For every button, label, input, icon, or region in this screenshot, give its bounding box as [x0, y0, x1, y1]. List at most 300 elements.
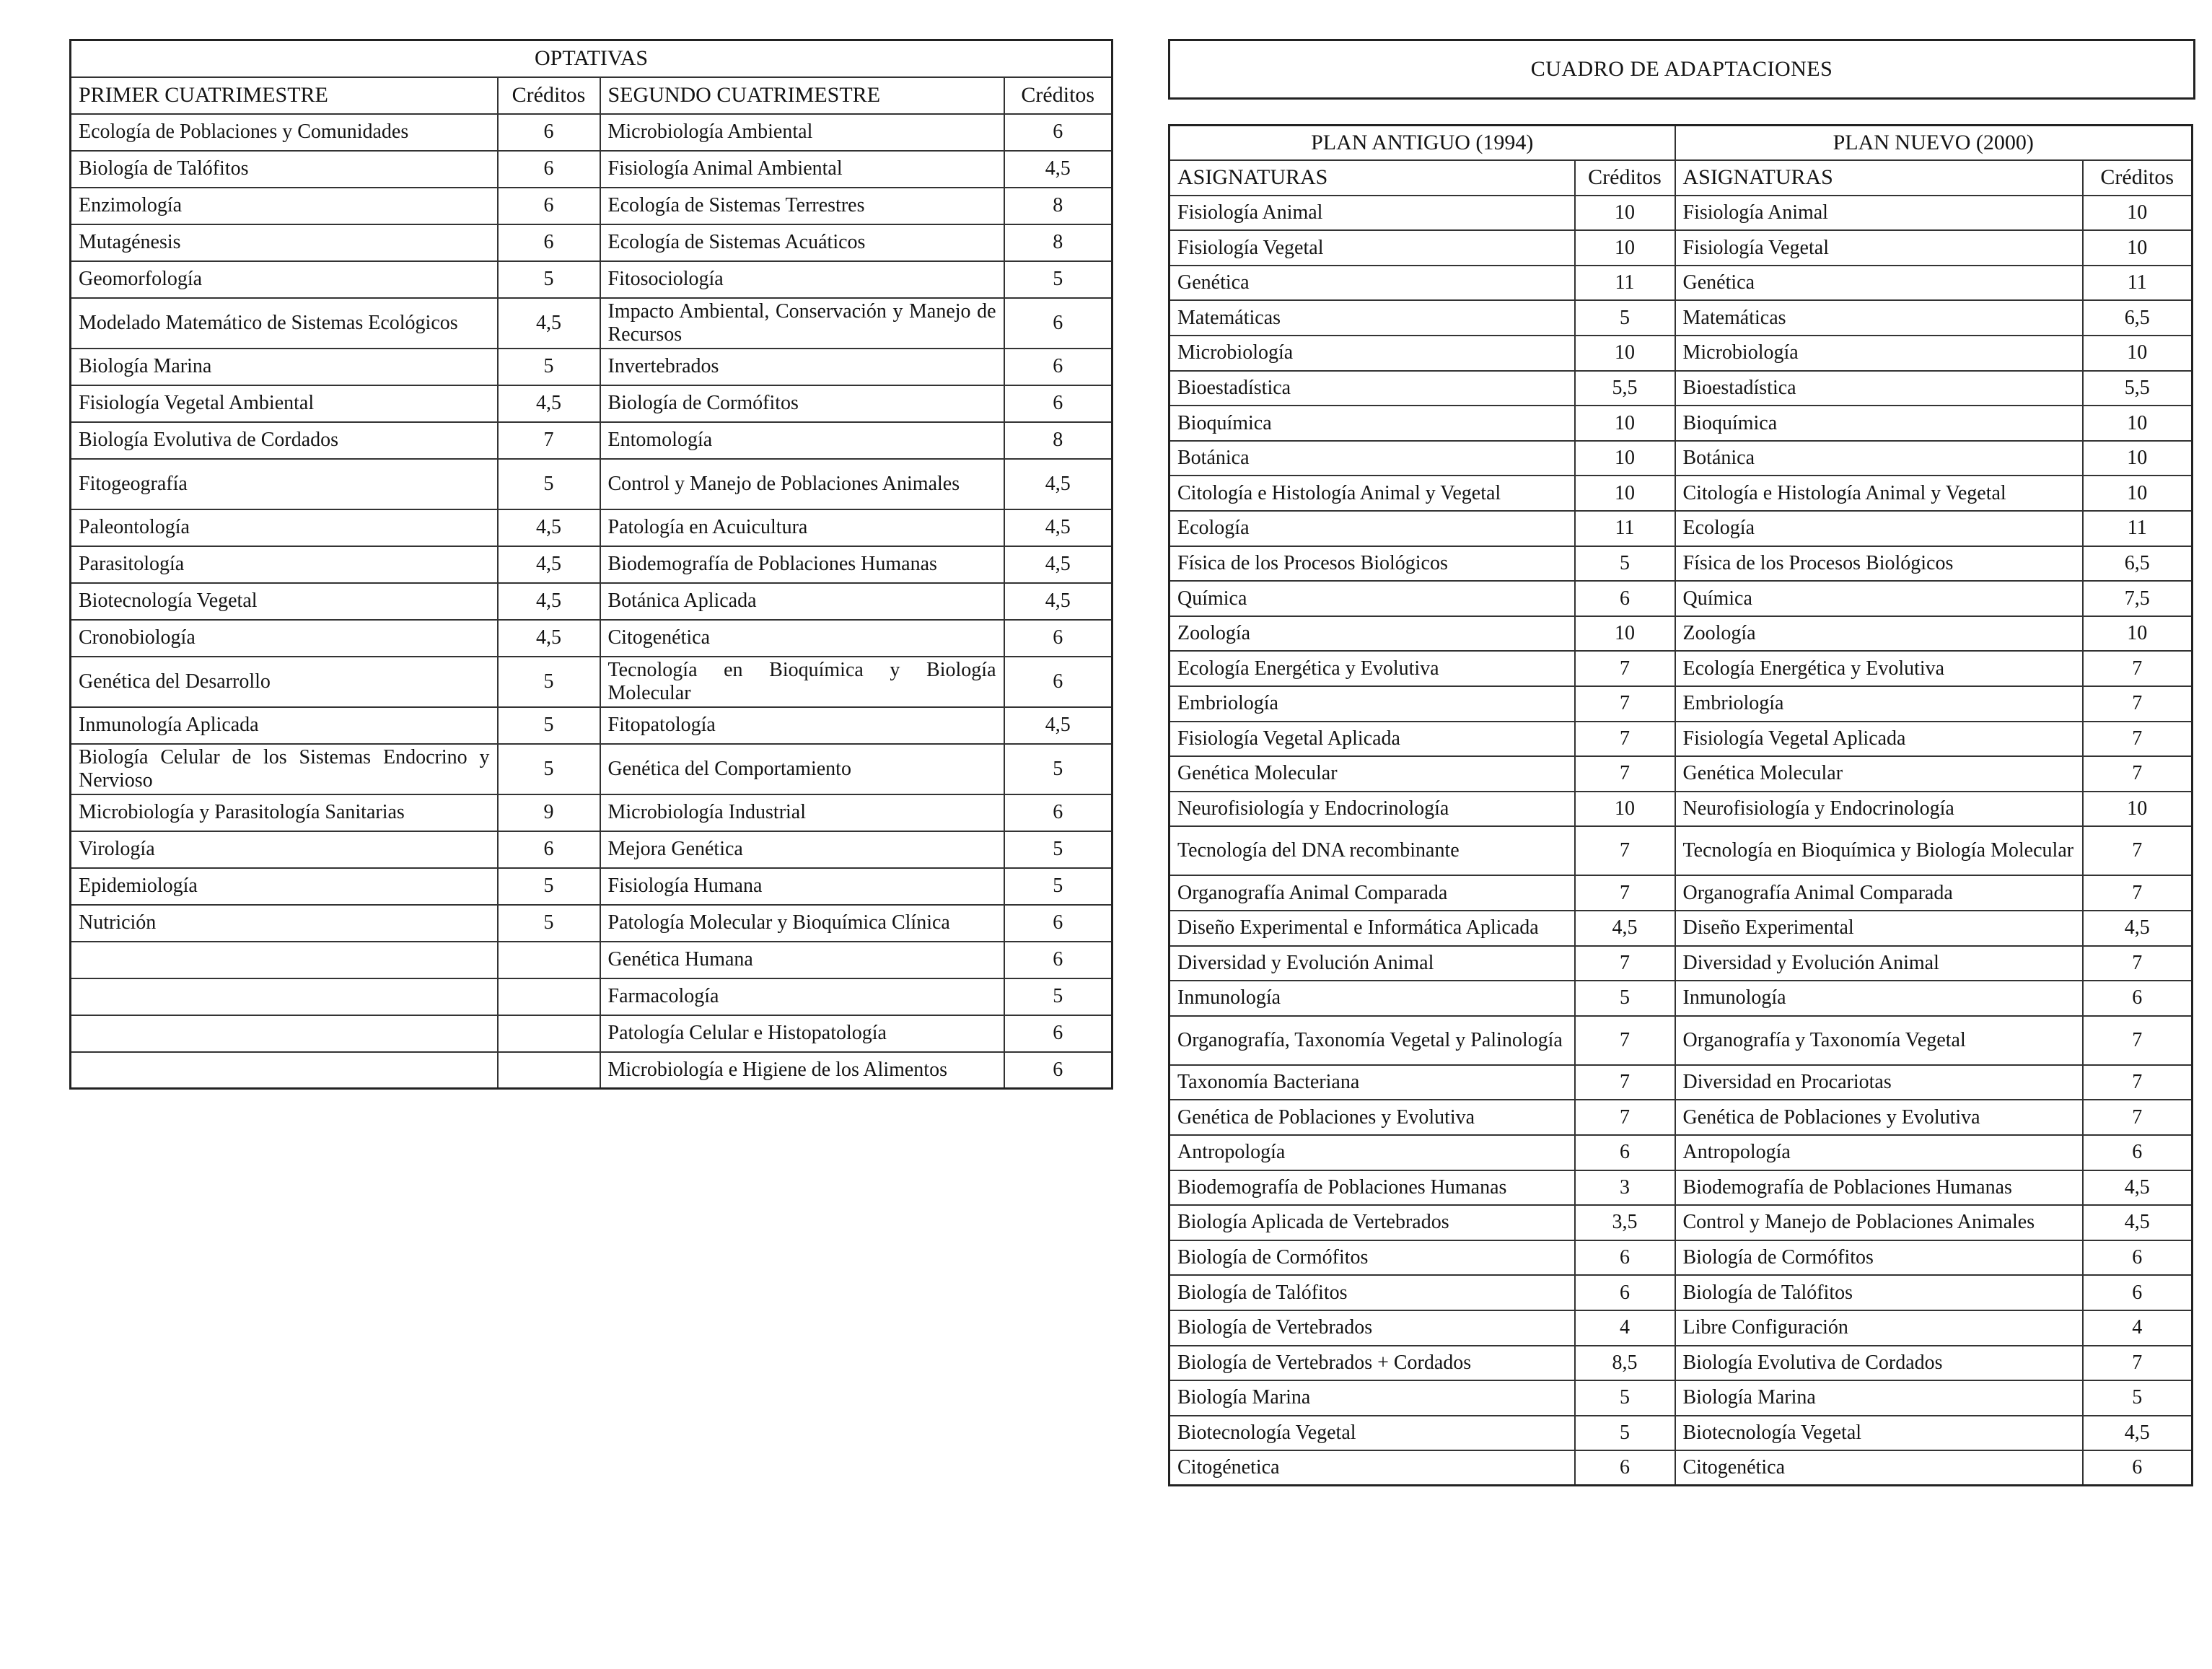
adaptaciones-row	[1169, 756, 2193, 792]
asignatura-nueva: Libre Configuración	[1675, 1310, 2083, 1346]
primer-asignatura	[71, 978, 498, 1015]
creditos-antiguo: 5,5	[1575, 371, 1675, 406]
creditos-antiguo: 10	[1575, 196, 1675, 231]
primer-creditos: 6	[498, 151, 600, 188]
asignatura-nueva: Diseño Experimental	[1675, 911, 2083, 946]
optativas-row	[71, 298, 1112, 349]
segundo-asignatura: Farmacología	[600, 978, 1004, 1015]
optativas-row	[71, 349, 1112, 385]
optativas-title: OPTATIVAS	[71, 40, 1112, 77]
asignatura-nueva: Bioestadística	[1675, 371, 2083, 406]
creditos-nuevo: 10	[2083, 476, 2193, 511]
segundo-asignatura: Ecología de Sistemas Acuáticos	[600, 224, 1004, 261]
primer-asignatura: Biotecnología Vegetal	[71, 583, 498, 620]
asignatura-nueva: Química	[1675, 581, 2083, 616]
asignatura-antigua: Citogénetica	[1169, 1450, 1575, 1486]
plan-antiguo-header: PLAN ANTIGUO (1994)	[1169, 126, 1675, 161]
segundo-asignatura-text: Genética del Comportamiento	[607, 757, 851, 780]
segundo-creditos: 6	[1004, 794, 1112, 831]
optativas-row	[71, 261, 1112, 298]
adaptaciones-row	[1169, 230, 2193, 266]
optativas-row	[71, 794, 1112, 831]
creditos-antiguo: 10	[1575, 616, 1675, 652]
adaptaciones-row	[1169, 1240, 2193, 1276]
asignatura-antigua: Neurofisiología y Endocrinología	[1169, 792, 1575, 827]
optativas-row	[71, 831, 1112, 868]
optativas-row	[71, 224, 1112, 261]
primer-asignatura: Fisiología Vegetal Ambiental	[71, 385, 498, 422]
plan-header-row	[1169, 126, 2193, 161]
adaptaciones-row	[1169, 1135, 2193, 1170]
creditos-nuevo: 4	[2083, 1310, 2193, 1346]
primer-asignatura: Paleontología	[71, 509, 498, 546]
creditos-nuevo: 10	[2083, 616, 2193, 652]
primer-asignatura: Inmunología Aplicada	[71, 707, 498, 744]
asignatura-antigua: Fisiología Vegetal	[1169, 230, 1575, 266]
adaptaciones-row	[1169, 1100, 2193, 1135]
adaptaciones-row	[1169, 300, 2193, 336]
asignatura-antigua: Microbiología	[1169, 336, 1575, 371]
optativas-row	[71, 657, 1112, 707]
optativas-row	[71, 459, 1112, 509]
asignatura-antigua: Genética Molecular	[1169, 756, 1575, 792]
creditos-nuevo: 7	[2083, 1346, 2193, 1381]
creditos-antiguo: 10	[1575, 406, 1675, 441]
segundo-asignatura: Biodemografía de Poblaciones Humanas	[600, 546, 1004, 583]
segundo-asignatura: Patología Celular e Histopatología	[600, 1015, 1004, 1052]
asignatura-antigua-text: Organografía, Taxonomía Vegetal y Palinología	[1177, 1028, 1563, 1051]
asignatura-antigua: Organografía Animal Comparada	[1169, 875, 1575, 911]
adaptaciones-row	[1169, 196, 2193, 231]
segundo-creditos: 6	[1004, 1052, 1112, 1089]
optativas-row	[71, 1015, 1112, 1052]
creditos-nuevo: 7	[2083, 1100, 2193, 1135]
primer-creditos	[498, 1052, 600, 1089]
creditos-antiguo: 7	[1575, 1016, 1675, 1065]
creditos-nuevo: 7	[2083, 946, 2193, 981]
primer-creditos: 6	[498, 831, 600, 868]
creditos-antiguo: 7	[1575, 722, 1675, 757]
segundo-asignatura: Botánica Aplicada	[600, 583, 1004, 620]
optativas-row	[71, 546, 1112, 583]
optativas-table	[69, 39, 1113, 1090]
asignatura-antigua: Diversidad y Evolución Animal	[1169, 946, 1575, 981]
creditos-antiguo: 7	[1575, 946, 1675, 981]
asignatura-nueva: Fisiología Animal	[1675, 196, 2083, 231]
creditos-antiguo: 7	[1575, 651, 1675, 686]
adaptaciones-row	[1169, 441, 2193, 476]
optativas-title-row	[71, 40, 1112, 77]
creditos-nuevo: 11	[2083, 266, 2193, 301]
primer-asignatura	[71, 459, 498, 509]
creditos-nuevo: 10	[2083, 196, 2193, 231]
creditos-antiguo: 5	[1575, 981, 1675, 1016]
segundo-asignatura: Fitopatología	[600, 707, 1004, 744]
primer-asignatura: Parasitología	[71, 546, 498, 583]
segundo-creditos: 6	[1004, 620, 1112, 657]
adaptaciones-body	[1169, 196, 2193, 1486]
creditos-antiguo: 3	[1575, 1170, 1675, 1206]
primer-creditos: 5	[498, 657, 600, 707]
asignatura-nueva	[1675, 1016, 2083, 1065]
asignatura-antigua: Ecología	[1169, 511, 1575, 546]
asignatura-nueva: Biología Evolutiva de Cordados	[1675, 1346, 2083, 1381]
primer-creditos: 5	[498, 261, 600, 298]
creditos-nuevo: 7,5	[2083, 581, 2193, 616]
asignatura-nueva: Fisiología Vegetal Aplicada	[1675, 722, 2083, 757]
asignatura-antigua: Fisiología Vegetal Aplicada	[1169, 722, 1575, 757]
segundo-asignatura: Invertebrados	[600, 349, 1004, 385]
segundo-asignatura	[600, 744, 1004, 794]
creditos-nuevo: 4,5	[2083, 1170, 2193, 1206]
asignatura-antigua: Biología Aplicada de Vertebrados	[1169, 1205, 1575, 1240]
primer-asignatura: Virología	[71, 831, 498, 868]
primer-asignatura: Geomorfología	[71, 261, 498, 298]
asignatura-nueva: Embriología	[1675, 686, 2083, 722]
asignatura-nueva: Antropología	[1675, 1135, 2083, 1170]
primer-creditos	[498, 1015, 600, 1052]
asignatura-nueva: Bioquímica	[1675, 406, 2083, 441]
primer-asignatura: Epidemiología	[71, 868, 498, 905]
segundo-asignatura: Fisiología Animal Ambiental	[600, 151, 1004, 188]
asignatura-nueva: Citología e Histología Animal y Vegetal	[1675, 476, 2083, 511]
segundo-asignatura: Microbiología e Higiene de los Alimentos	[600, 1052, 1004, 1089]
asignatura-antigua: Biodemografía de Poblaciones Humanas	[1169, 1170, 1575, 1206]
asignatura-antigua: Antropología	[1169, 1135, 1575, 1170]
primer-asignatura: Ecología de Poblaciones y Comunidades	[71, 114, 498, 151]
creditos-antiguo: 4,5	[1575, 911, 1675, 946]
segundo-asignatura: Citogenética	[600, 620, 1004, 657]
segundo-asignatura: Ecología de Sistemas Terrestres	[600, 188, 1004, 224]
primer-asignatura: Mutagénesis	[71, 224, 498, 261]
asignatura-nueva: Biología Marina	[1675, 1380, 2083, 1416]
creditos-antiguo: 7	[1575, 826, 1675, 875]
adaptaciones-row	[1169, 981, 2193, 1016]
asignatura-antigua: Biotecnología Vegetal	[1169, 1416, 1575, 1451]
adaptaciones-header-row	[1169, 160, 2193, 196]
adaptaciones-row	[1169, 792, 2193, 827]
asignatura-nueva: Microbiología	[1675, 336, 2083, 371]
adaptaciones-row	[1169, 722, 2193, 757]
creditos-antiguo: 11	[1575, 511, 1675, 546]
creditos-nuevo: 7	[2083, 651, 2193, 686]
primer-creditos: 6	[498, 188, 600, 224]
creditos-antiguo: 5	[1575, 300, 1675, 336]
optativas-row	[71, 905, 1112, 942]
optativas-row	[71, 978, 1112, 1015]
segundo-creditos: 5	[1004, 868, 1112, 905]
asignatura-nueva: Genética	[1675, 266, 2083, 301]
primer-asignatura: Biología Evolutiva de Cordados	[71, 422, 498, 459]
segundo-creditos: 5	[1004, 261, 1112, 298]
segundo-creditos: 4,5	[1004, 583, 1112, 620]
optativas-row	[71, 1052, 1112, 1089]
asignatura-nueva: Biología de Cormófitos	[1675, 1240, 2083, 1276]
creditos-antiguo: 7	[1575, 756, 1675, 792]
primer-asignatura: Biología Marina	[71, 349, 498, 385]
segundo-creditos: 5	[1004, 978, 1112, 1015]
segundo-asignatura: Fisiología Humana	[600, 868, 1004, 905]
segundo-asignatura	[600, 459, 1004, 509]
primer-asignatura-text: Fitogeografía	[79, 472, 188, 495]
primer-creditos: 6	[498, 114, 600, 151]
creditos-nuevo: 6	[2083, 1275, 2193, 1310]
creditos-antiguo: 10	[1575, 792, 1675, 827]
creditos-nuevo: 6	[2083, 981, 2193, 1016]
asignatura-nueva: Fisiología Vegetal	[1675, 230, 2083, 266]
optativas-row	[71, 744, 1112, 794]
creditos-nuevo: 6	[2083, 1450, 2193, 1486]
primer-asignatura: Cronobiología	[71, 620, 498, 657]
adaptaciones-row	[1169, 1016, 2193, 1065]
segundo-asignatura: Patología en Acuicultura	[600, 509, 1004, 546]
creditos-antiguo: 6	[1575, 1450, 1675, 1486]
creditos-antiguo: 10	[1575, 476, 1675, 511]
primer-creditos	[498, 942, 600, 978]
creditos-antiguo: 7	[1575, 1100, 1675, 1135]
adaptaciones-row	[1169, 826, 2193, 875]
header-creditos-antiguo: Créditos	[1575, 160, 1675, 196]
optativas-row	[71, 868, 1112, 905]
segundo-asignatura: Biología de Cormófitos	[600, 385, 1004, 422]
asignatura-antigua: Bioquímica	[1169, 406, 1575, 441]
adaptaciones-row	[1169, 946, 2193, 981]
primer-asignatura	[71, 298, 498, 349]
creditos-nuevo: 5	[2083, 1380, 2193, 1416]
primer-creditos: 9	[498, 794, 600, 831]
creditos-antiguo: 10	[1575, 441, 1675, 476]
asignatura-antigua: Biología Marina	[1169, 1380, 1575, 1416]
plan-nuevo-header: PLAN NUEVO (2000)	[1675, 126, 2193, 161]
optativas-row	[71, 114, 1112, 151]
adaptaciones-row	[1169, 686, 2193, 722]
primer-creditos: 6	[498, 224, 600, 261]
primer-creditos: 4,5	[498, 620, 600, 657]
segundo-asignatura: Microbiología Industrial	[600, 794, 1004, 831]
primer-asignatura-text: Modelado Matemático de Sistemas Ecológicos	[79, 311, 458, 334]
primer-creditos: 4,5	[498, 546, 600, 583]
primer-asignatura: Microbiología y Parasitología Sanitarias	[71, 794, 498, 831]
primer-asignatura: Enzimología	[71, 188, 498, 224]
optativas-row	[71, 583, 1112, 620]
creditos-nuevo: 7	[2083, 686, 2193, 722]
adaptaciones-row	[1169, 1310, 2193, 1346]
creditos-antiguo: 7	[1575, 875, 1675, 911]
adaptaciones-row	[1169, 1170, 2193, 1206]
asignatura-nueva: Control y Manejo de Poblaciones Animales	[1675, 1205, 2083, 1240]
asignatura-nueva: Matemáticas	[1675, 300, 2083, 336]
adaptaciones-row	[1169, 1346, 2193, 1381]
adaptaciones-row	[1169, 581, 2193, 616]
asignatura-antigua: Física de los Procesos Biológicos	[1169, 546, 1575, 582]
optativas-row	[71, 509, 1112, 546]
segundo-asignatura: Mejora Genética	[600, 831, 1004, 868]
asignatura-antigua: Inmunología	[1169, 981, 1575, 1016]
asignatura-nueva: Diversidad en Procariotas	[1675, 1065, 2083, 1100]
asignatura-nueva: Ecología Energética y Evolutiva	[1675, 651, 2083, 686]
asignatura-antigua: Biología de Vertebrados + Cordados	[1169, 1346, 1575, 1381]
asignatura-nueva: Biotecnología Vegetal	[1675, 1416, 2083, 1451]
asignatura-antigua: Bioestadística	[1169, 371, 1575, 406]
primer-asignatura	[71, 1015, 498, 1052]
primer-creditos	[498, 978, 600, 1015]
adaptaciones-row	[1169, 476, 2193, 511]
segundo-creditos: 6	[1004, 657, 1112, 707]
creditos-nuevo: 10	[2083, 336, 2193, 371]
segundo-asignatura: Fitosociología	[600, 261, 1004, 298]
creditos-antiguo: 11	[1575, 266, 1675, 301]
primer-asignatura: Nutrición	[71, 905, 498, 942]
asignatura-antigua: Biología de Talófitos	[1169, 1275, 1575, 1310]
segundo-asignatura: Genética Humana	[600, 942, 1004, 978]
segundo-creditos: 8	[1004, 224, 1112, 261]
creditos-nuevo: 7	[2083, 1016, 2193, 1065]
creditos-antiguo: 5	[1575, 1416, 1675, 1451]
primer-creditos: 5	[498, 349, 600, 385]
adaptaciones-row	[1169, 616, 2193, 652]
header-asignaturas-antiguo: ASIGNATURAS	[1169, 160, 1575, 196]
creditos-nuevo: 7	[2083, 875, 2193, 911]
primer-creditos: 5	[498, 459, 600, 509]
adaptaciones-row	[1169, 1205, 2193, 1240]
segundo-creditos: 5	[1004, 744, 1112, 794]
asignatura-antigua: Biología de Cormófitos	[1169, 1240, 1575, 1276]
header-creditos-1: Créditos	[498, 77, 600, 114]
adaptaciones-table	[1168, 124, 2193, 1486]
segundo-creditos: 6	[1004, 385, 1112, 422]
creditos-antiguo: 6	[1575, 581, 1675, 616]
primer-creditos: 4,5	[498, 385, 600, 422]
asignatura-nueva: Física de los Procesos Biológicos	[1675, 546, 2083, 582]
creditos-nuevo: 6	[2083, 1240, 2193, 1276]
adaptaciones-row	[1169, 406, 2193, 441]
segundo-creditos: 4,5	[1004, 546, 1112, 583]
primer-creditos: 5	[498, 905, 600, 942]
creditos-antiguo: 6	[1575, 1135, 1675, 1170]
asignatura-antigua: Matemáticas	[1169, 300, 1575, 336]
primer-asignatura	[71, 657, 498, 707]
asignatura-antigua: Taxonomía Bacteriana	[1169, 1065, 1575, 1100]
creditos-antiguo: 5	[1575, 1380, 1675, 1416]
creditos-nuevo: 6,5	[2083, 546, 2193, 582]
header-primer-cuatrimestre: PRIMER CUATRIMESTRE	[71, 77, 498, 114]
creditos-antiguo: 5	[1575, 546, 1675, 582]
adaptaciones-row	[1169, 546, 2193, 582]
segundo-creditos: 8	[1004, 188, 1112, 224]
segundo-creditos: 5	[1004, 831, 1112, 868]
segundo-creditos: 4,5	[1004, 707, 1112, 744]
optativas-row	[71, 422, 1112, 459]
segundo-asignatura-text: Impacto Ambiental, Conservación y Manejo de Recursos	[607, 299, 996, 346]
adaptaciones-row	[1169, 1065, 2193, 1100]
segundo-creditos: 6	[1004, 349, 1112, 385]
segundo-creditos: 4,5	[1004, 459, 1112, 509]
primer-creditos: 5	[498, 744, 600, 794]
creditos-nuevo: 7	[2083, 826, 2193, 875]
asignatura-nueva: Genética Molecular	[1675, 756, 2083, 792]
creditos-antiguo: 7	[1575, 1065, 1675, 1100]
asignatura-nueva: Diversidad y Evolución Animal	[1675, 946, 2083, 981]
creditos-antiguo: 7	[1575, 686, 1675, 722]
primer-creditos: 7	[498, 422, 600, 459]
asignatura-nueva: Inmunología	[1675, 981, 2083, 1016]
creditos-nuevo: 10	[2083, 792, 2193, 827]
segundo-asignatura: Entomología	[600, 422, 1004, 459]
adaptaciones-title: CUADRO DE ADAPTACIONES	[1168, 39, 2195, 100]
asignatura-nueva: Zoología	[1675, 616, 2083, 652]
asignatura-antigua	[1169, 826, 1575, 875]
asignatura-antigua: Química	[1169, 581, 1575, 616]
asignatura-antigua: Fisiología Animal	[1169, 196, 1575, 231]
adaptaciones-row	[1169, 266, 2193, 301]
segundo-creditos: 6	[1004, 942, 1112, 978]
segundo-creditos: 4,5	[1004, 509, 1112, 546]
asignatura-nueva: Genética de Poblaciones y Evolutiva	[1675, 1100, 2083, 1135]
creditos-antiguo: 10	[1575, 336, 1675, 371]
asignatura-antigua: Zoología	[1169, 616, 1575, 652]
creditos-nuevo: 7	[2083, 722, 2193, 757]
creditos-nuevo: 4,5	[2083, 1416, 2193, 1451]
segundo-creditos: 6	[1004, 298, 1112, 349]
asignatura-nueva: Biodemografía de Poblaciones Humanas	[1675, 1170, 2083, 1206]
asignatura-antigua: Ecología Energética y Evolutiva	[1169, 651, 1575, 686]
optativas-body	[71, 114, 1112, 1089]
header-creditos-2: Créditos	[1004, 77, 1112, 114]
creditos-nuevo: 4,5	[2083, 911, 2193, 946]
adaptaciones-row	[1169, 1450, 2193, 1486]
primer-asignatura	[71, 1052, 498, 1089]
adaptaciones-row	[1169, 651, 2193, 686]
creditos-nuevo: 7	[2083, 1065, 2193, 1100]
asignatura-antigua: Embriología	[1169, 686, 1575, 722]
header-asignaturas-nuevo: ASIGNATURAS	[1675, 160, 2083, 196]
segundo-creditos: 4,5	[1004, 151, 1112, 188]
adaptaciones-row	[1169, 1380, 2193, 1416]
adaptaciones-row	[1169, 511, 2193, 546]
asignatura-nueva: Citogenética	[1675, 1450, 2083, 1486]
segundo-asignatura-text: Control y Manejo de Poblaciones Animales	[607, 472, 960, 495]
adaptaciones-row	[1169, 336, 2193, 371]
creditos-antiguo: 8,5	[1575, 1346, 1675, 1381]
creditos-nuevo: 10	[2083, 441, 2193, 476]
segundo-asignatura-text: Tecnología en Bioquímica y Biología Molecular	[607, 658, 996, 704]
asignatura-nueva: Neurofisiología y Endocrinología	[1675, 792, 2083, 827]
segundo-asignatura	[600, 657, 1004, 707]
adaptaciones-row	[1169, 1275, 2193, 1310]
asignatura-nueva-text: Tecnología en Bioquímica y Biología Molecular	[1682, 839, 2074, 862]
header-creditos-nuevo: Créditos	[2083, 160, 2193, 196]
primer-creditos: 4,5	[498, 298, 600, 349]
creditos-antiguo: 6	[1575, 1275, 1675, 1310]
primer-creditos: 5	[498, 707, 600, 744]
adaptaciones-row	[1169, 875, 2193, 911]
creditos-antiguo: 4	[1575, 1310, 1675, 1346]
optativas-header-row	[71, 77, 1112, 114]
creditos-nuevo: 5,5	[2083, 371, 2193, 406]
creditos-nuevo: 10	[2083, 230, 2193, 266]
asignatura-antigua	[1169, 1016, 1575, 1065]
asignatura-nueva	[1675, 826, 2083, 875]
creditos-nuevo: 4,5	[2083, 1205, 2193, 1240]
optativas-row	[71, 151, 1112, 188]
asignatura-nueva: Ecología	[1675, 511, 2083, 546]
adaptaciones-row	[1169, 911, 2193, 946]
creditos-nuevo: 10	[2083, 406, 2193, 441]
segundo-asignatura	[600, 298, 1004, 349]
asignatura-antigua: Citología e Histología Animal y Vegetal	[1169, 476, 1575, 511]
asignatura-antigua: Genética de Poblaciones y Evolutiva	[1169, 1100, 1575, 1135]
header-segundo-cuatrimestre: SEGUNDO CUATRIMESTRE	[600, 77, 1004, 114]
